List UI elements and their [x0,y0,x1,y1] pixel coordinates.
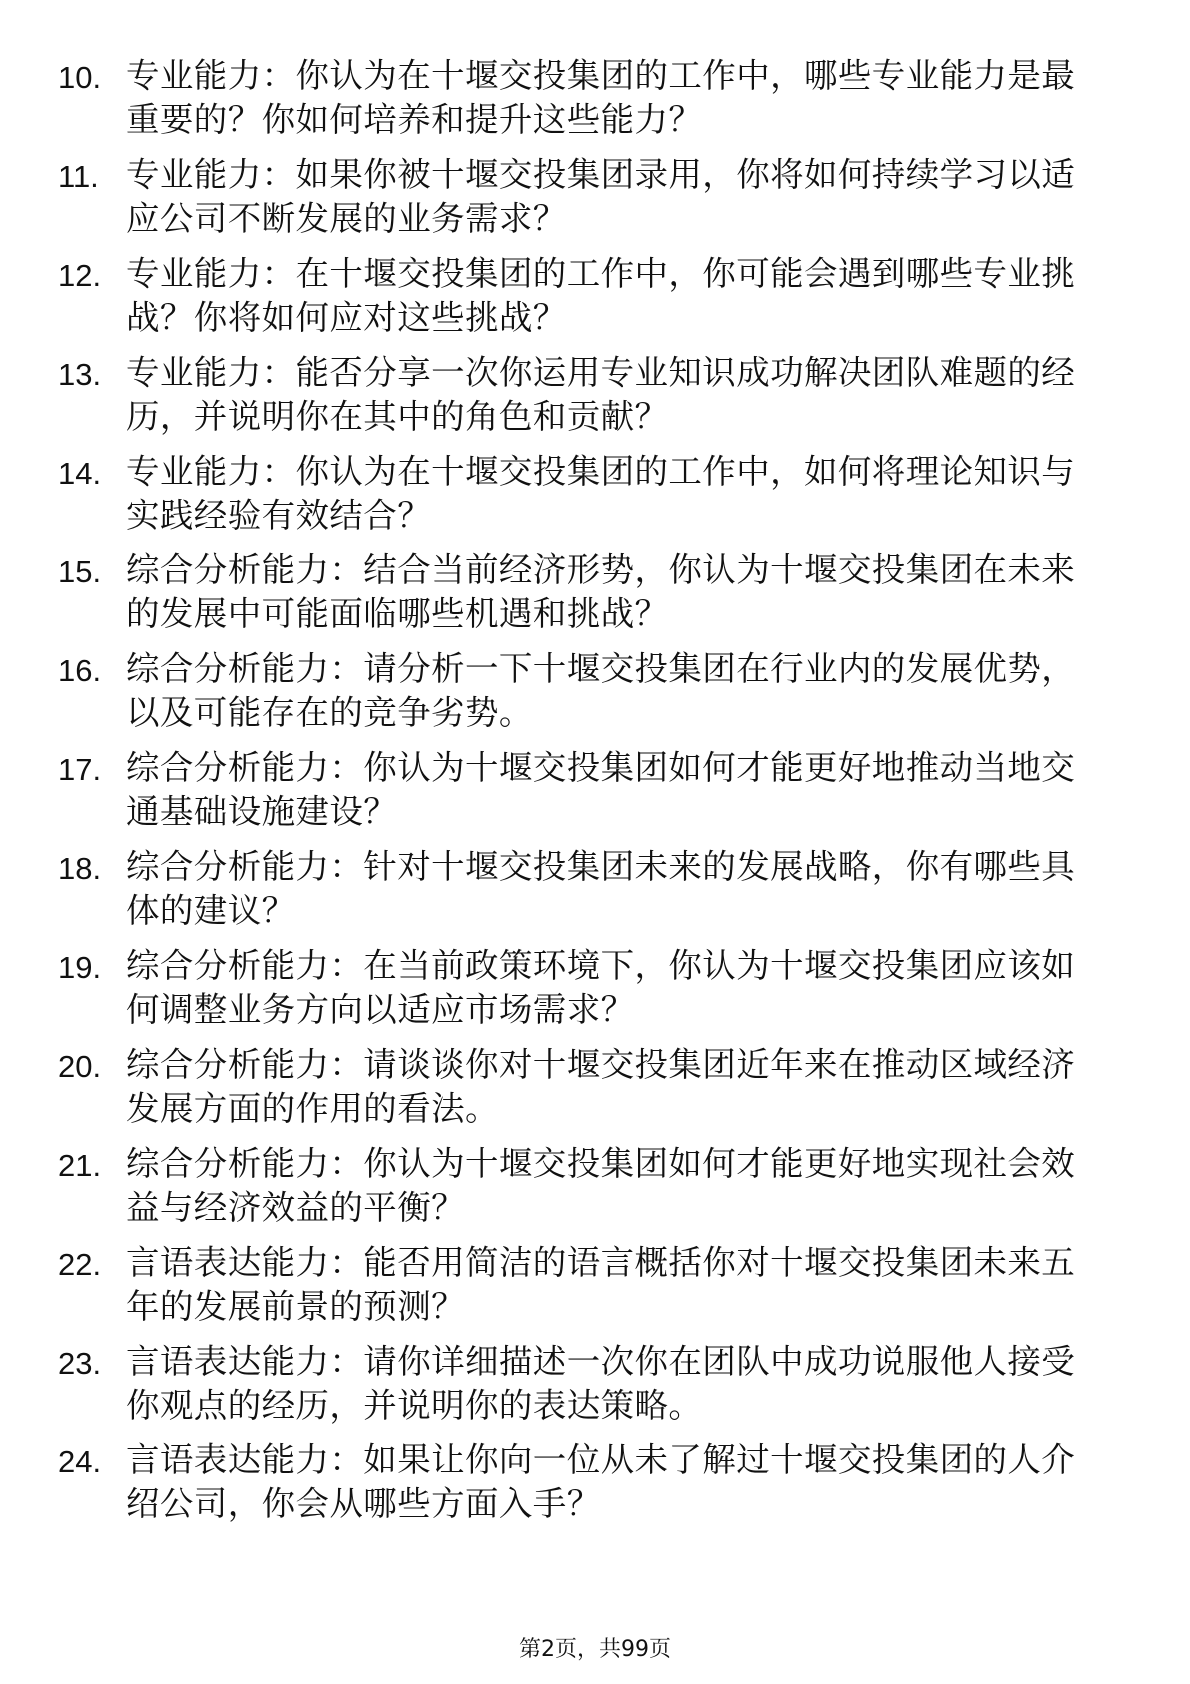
question-number: 21. [58,1147,102,1183]
question-number: 13. [58,356,102,392]
question-item [0,252,1190,351]
question-number: 23. [58,1345,102,1381]
question-number: 16. [58,653,102,689]
question-item [0,1438,1190,1537]
question-text: 综合分析能力：结合当前经济形势，你认为十堰交投集团在未来的发展中可能面临哪些机遇和挑战？ [126,550,1076,634]
question-item [0,746,1190,845]
question-text: 综合分析能力：请分析一下十堰交投集团在行业内的发展优势，以及可能存在的竞争劣势。 [126,649,1076,733]
question-item [0,1043,1190,1142]
question-number: 19. [58,950,102,986]
question-text: 专业能力：能否分享一次你运用专业知识成功解决团队难题的经历，并说明你在其中的角色和贡献？ [126,352,1076,436]
question-text: 专业能力：如果你被十堰交投集团录用，你将如何持续学习以适应公司不断发展的业务需求？ [126,154,1076,238]
question-number: 17. [58,752,102,788]
question-number: 12. [58,257,102,293]
question-text: 专业能力：在十堰交投集团的工作中，你可能会遇到哪些专业挑战？你将如何应对这些挑战？ [126,253,1076,337]
question-number: 24. [58,1444,102,1480]
question-item [0,548,1190,647]
question-number: 11. [58,158,99,194]
question-text: 言语表达能力：能否用简洁的语言概括你对十堰交投集团未来五年的发展前景的预测？ [126,1242,1076,1326]
question-item [0,54,1190,153]
question-list [0,54,1190,1537]
question-text: 综合分析能力：请谈谈你对十堰交投集团近年来在推动区域经济发展方面的作用的看法。 [126,1044,1076,1128]
page-footer: 第2页，共99页 [519,1637,671,1662]
question-item [0,1241,1190,1340]
question-text: 专业能力：你认为在十堰交投集团的工作中，如何将理论知识与实践经验有效结合？ [126,451,1076,535]
question-number: 20. [58,1048,102,1084]
question-item [0,845,1190,944]
question-number: 18. [58,851,102,887]
question-item [0,1142,1190,1241]
question-item [0,153,1190,252]
question-item [0,1340,1190,1439]
question-number: 22. [58,1246,102,1282]
question-item [0,351,1190,450]
question-item [0,450,1190,549]
question-number: 14. [58,455,102,491]
question-text: 言语表达能力：如果让你向一位从未了解过十堰交投集团的人介绍公司，你会从哪些方面入手？ [126,1440,1076,1524]
question-text: 言语表达能力：请你详细描述一次你在团队中成功说服他人接受你观点的经历，并说明你的表达策略。 [126,1341,1076,1425]
question-item [0,944,1190,1043]
question-item [0,647,1190,746]
question-number: 15. [58,554,102,590]
question-text: 综合分析能力：你认为十堰交投集团如何才能更好地推动当地交通基础设施建设？ [126,748,1076,832]
question-text: 专业能力：你认为在十堰交投集团的工作中，哪些专业能力是最重要的？你如何培养和提升这些能力？ [126,56,1076,139]
question-number: 10. [58,60,102,95]
question-text: 综合分析能力：在当前政策环境下，你认为十堰交投集团应该如何调整业务方向以适应市场需求？ [126,946,1076,1030]
question-text: 综合分析能力：你认为十堰交投集团如何才能更好地实现社会效益与经济效益的平衡？ [126,1143,1076,1227]
question-text: 综合分析能力：针对十堰交投集团未来的发展战略，你有哪些具体的建议？ [126,847,1076,931]
